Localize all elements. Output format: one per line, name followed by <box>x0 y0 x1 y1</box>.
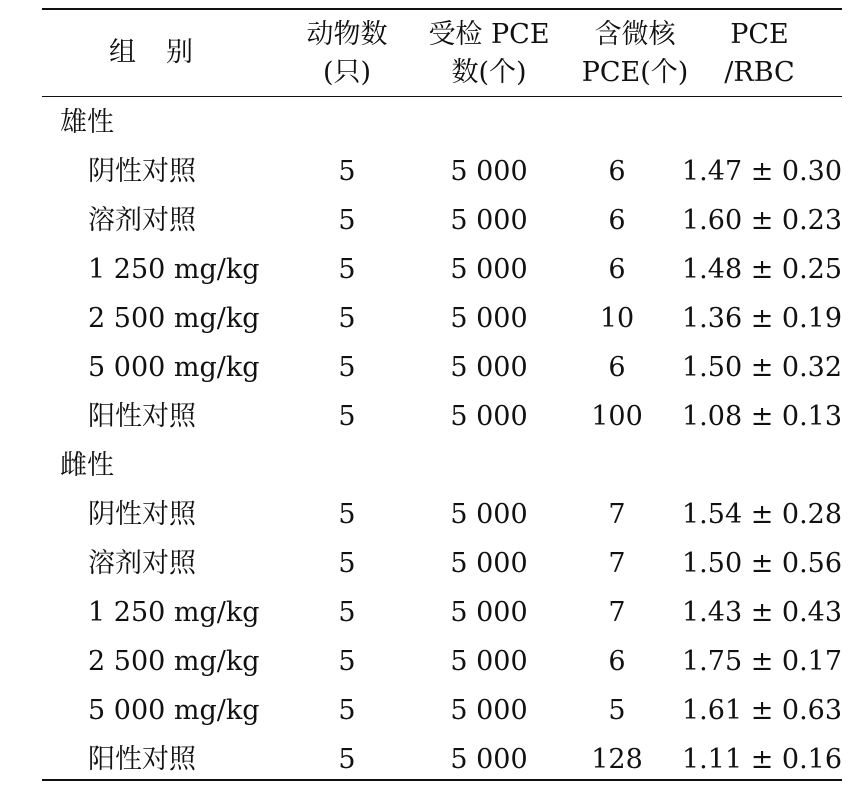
cell-ratio: 1.61 ± 0.63 <box>682 695 843 726</box>
table-row <box>42 294 842 343</box>
section-label-female: 雌性 <box>60 450 114 481</box>
cell-pce: 5 000 <box>450 254 528 285</box>
cell-pce: 5 000 <box>450 597 528 628</box>
cell-ratio: 1.50 ± 0.32 <box>682 352 843 383</box>
table-row <box>42 392 842 441</box>
table-row <box>42 343 842 392</box>
header-group-label: 组别 <box>109 37 223 68</box>
section-female <box>42 441 842 490</box>
cell-group: 5 000 mg/kg <box>88 352 260 383</box>
cell-micronucleus: 7 <box>608 597 626 628</box>
cell-animals: 5 <box>338 499 356 530</box>
cell-group: 5 000 mg/kg <box>88 695 260 726</box>
cell-micronucleus: 5 <box>608 695 626 726</box>
cell-micronucleus: 6 <box>608 205 626 236</box>
cell-pce: 5 000 <box>450 499 528 530</box>
cell-group: 溶剂对照 <box>88 205 196 236</box>
table-row <box>42 735 842 784</box>
cell-animals: 5 <box>338 744 356 775</box>
top-rule <box>42 8 842 10</box>
cell-micronucleus: 100 <box>591 401 643 432</box>
bottom-rule <box>42 779 842 781</box>
cell-micronucleus: 6 <box>608 254 626 285</box>
cell-group: 1 250 mg/kg <box>88 254 260 285</box>
cell-group: 溶剂对照 <box>88 548 196 579</box>
cell-animals: 5 <box>338 401 356 432</box>
cell-pce: 5 000 <box>450 303 528 334</box>
cell-micronucleus: 7 <box>608 499 626 530</box>
cell-pce: 5 000 <box>450 646 528 677</box>
section-male <box>42 98 842 147</box>
cell-pce: 5 000 <box>450 695 528 726</box>
cell-micronucleus: 128 <box>591 744 643 775</box>
table-row <box>42 588 842 637</box>
cell-pce: 5 000 <box>450 548 528 579</box>
cell-animals: 5 <box>338 695 356 726</box>
header-ratio-line2: /RBC <box>724 57 795 88</box>
cell-pce: 5 000 <box>450 352 528 383</box>
table-row <box>42 539 842 588</box>
cell-group: 2 500 mg/kg <box>88 646 260 677</box>
cell-ratio: 1.54 ± 0.28 <box>682 499 843 530</box>
header-pce-line1: 受检 PCE <box>428 19 550 50</box>
section-label-male: 雄性 <box>60 107 114 138</box>
cell-animals: 5 <box>338 254 356 285</box>
cell-ratio: 1.50 ± 0.56 <box>682 548 843 579</box>
cell-micronucleus: 6 <box>608 352 626 383</box>
header-rule <box>42 96 842 97</box>
cell-animals: 5 <box>338 156 356 187</box>
cell-ratio: 1.11 ± 0.16 <box>682 744 843 775</box>
header-group <box>42 34 260 74</box>
cell-group: 阳性对照 <box>88 401 196 432</box>
cell-micronucleus: 6 <box>608 156 626 187</box>
cell-micronucleus: 10 <box>599 303 635 334</box>
header-micronucleus-line1: 含微核 <box>594 19 676 50</box>
table-row <box>42 245 842 294</box>
cell-animals: 5 <box>338 303 356 334</box>
cell-animals: 5 <box>338 597 356 628</box>
header-pce <box>414 16 564 92</box>
header-ratio <box>677 16 842 92</box>
cell-group: 2 500 mg/kg <box>88 303 260 334</box>
cell-animals: 5 <box>338 646 356 677</box>
cell-ratio: 1.48 ± 0.25 <box>682 254 843 285</box>
cell-ratio: 1.47 ± 0.30 <box>682 156 843 187</box>
cell-ratio: 1.43 ± 0.43 <box>682 597 843 628</box>
header-animals-line1: 动物数 <box>306 19 388 50</box>
cell-pce: 5 000 <box>450 401 528 432</box>
cell-pce: 5 000 <box>450 744 528 775</box>
cell-group: 阳性对照 <box>88 744 196 775</box>
table-row <box>42 637 842 686</box>
cell-ratio: 1.08 ± 0.13 <box>682 401 843 432</box>
header-micronucleus-line2: PCE(个) <box>581 57 689 88</box>
header-animals <box>288 16 406 92</box>
table-row <box>42 490 842 539</box>
cell-group: 阴性对照 <box>88 499 196 530</box>
cell-ratio: 1.60 ± 0.23 <box>682 205 843 236</box>
table-row <box>42 196 842 245</box>
table-row <box>42 147 842 196</box>
cell-group: 1 250 mg/kg <box>88 597 260 628</box>
header-pce-line2: 数(个) <box>451 57 527 88</box>
header-animals-line2: (只) <box>322 57 372 88</box>
header-ratio-line1: PCE <box>730 19 789 50</box>
cell-pce: 5 000 <box>450 156 528 187</box>
cell-ratio: 1.36 ± 0.19 <box>682 303 843 334</box>
cell-animals: 5 <box>338 548 356 579</box>
cell-micronucleus: 7 <box>608 548 626 579</box>
cell-animals: 5 <box>338 352 356 383</box>
table-row <box>42 686 842 735</box>
cell-group: 阴性对照 <box>88 156 196 187</box>
cell-micronucleus: 6 <box>608 646 626 677</box>
cell-pce: 5 000 <box>450 205 528 236</box>
cell-ratio: 1.75 ± 0.17 <box>682 646 843 677</box>
cell-animals: 5 <box>338 205 356 236</box>
